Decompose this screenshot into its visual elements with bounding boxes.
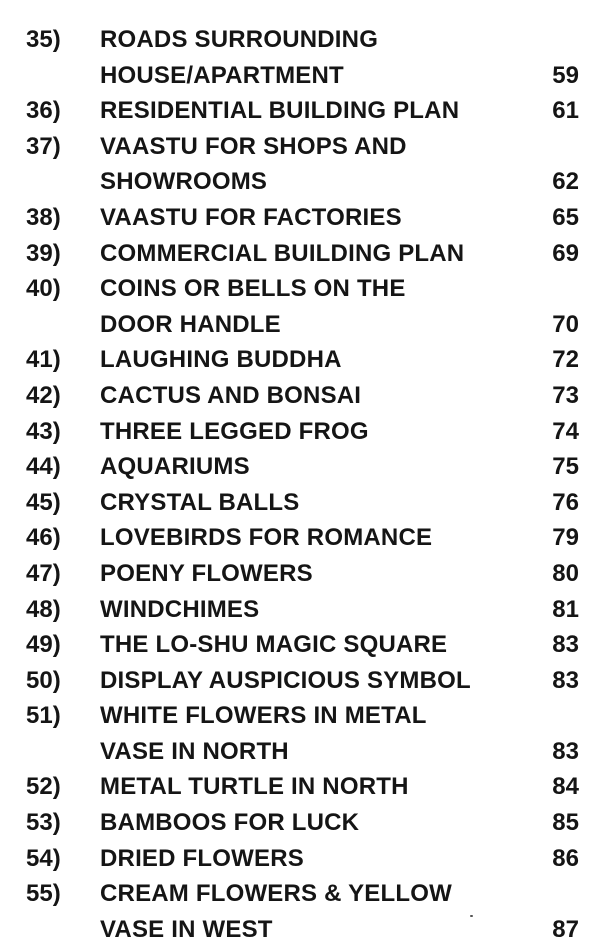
toc-entry-title: LOVEBIRDS FOR ROMANCE (100, 524, 433, 552)
toc-entry-title: ROADS SURROUNDING (100, 26, 379, 53)
toc-entry-title: DISPLAY AUSPICIOUS SYMBOL (100, 666, 471, 694)
toc-entry-title: HOUSE/APARTMENT (100, 61, 344, 89)
toc-entry-page-number: 72 (552, 346, 579, 374)
toc-entry-line (0, 663, 600, 699)
toc-entry-title: CRYSTAL BALLS (100, 488, 300, 516)
toc-entry (0, 627, 600, 663)
toc-entry (0, 485, 600, 521)
toc-entry-title: COINS OR BELLS ON THE (100, 275, 406, 303)
toc-entry-line (0, 841, 600, 877)
toc-entry (0, 556, 600, 592)
toc-entry (0, 342, 600, 378)
toc-entry-number: 43) (26, 417, 61, 445)
toc-entry-page-number: 87 (552, 915, 579, 943)
toc-entry-number: 47) (26, 559, 61, 587)
toc-entry-line (0, 22, 600, 58)
toc-entry-number: 52) (26, 773, 61, 801)
toc-entry-line (0, 93, 600, 129)
toc-entry-line (0, 129, 600, 165)
toc-entry-page-number: 70 (552, 310, 579, 338)
toc-entry-line (0, 769, 600, 805)
toc-entry-line (0, 449, 600, 485)
toc-entry-number: 38) (26, 203, 61, 231)
toc-entry-title: SHOWROOMS (100, 168, 268, 196)
toc-entry-line (0, 876, 600, 912)
scan-speck (470, 915, 473, 917)
toc-entry-page-number: 59 (552, 61, 579, 89)
toc-entry-line (0, 912, 600, 947)
toc-entry-number: 46) (26, 524, 61, 552)
toc-entry (0, 236, 600, 272)
toc-entry (0, 769, 600, 805)
table-of-contents (0, 22, 600, 947)
toc-entry-line (0, 556, 600, 592)
toc-entry-number: 54) (26, 844, 61, 872)
toc-entry-number: 39) (26, 239, 61, 267)
toc-entry-number: 44) (26, 453, 61, 481)
toc-entry-page-number: 65 (552, 203, 579, 231)
toc-entry (0, 414, 600, 450)
toc-entry (0, 271, 600, 342)
toc-entry-number: 40) (26, 275, 61, 303)
toc-entry-number: 36) (26, 97, 61, 125)
toc-entry-number: 49) (26, 631, 61, 659)
toc-entry-page-number: 84 (552, 773, 579, 801)
toc-entry-page-number: 81 (552, 595, 579, 623)
toc-entry (0, 449, 600, 485)
toc-entry-page-number: 74 (552, 417, 579, 445)
toc-entry-line (0, 271, 600, 307)
toc-entry-title: METAL TURTLE IN NORTH (100, 773, 409, 801)
toc-entry-page-number: 79 (552, 524, 579, 552)
toc-entry-title: WINDCHIMES (100, 595, 260, 623)
toc-entry-number: 42) (26, 381, 61, 409)
toc-entry-title: POENY FLOWERS (100, 559, 313, 587)
toc-entry (0, 698, 600, 769)
toc-entry (0, 378, 600, 414)
toc-entry-line (0, 164, 600, 200)
toc-entry-page-number: 73 (552, 381, 579, 409)
toc-entry-title: THREE LEGGED FROG (100, 417, 369, 445)
toc-entry-line (0, 378, 600, 414)
toc-entry-number: 48) (26, 595, 61, 623)
toc-entry-title: BAMBOOS FOR LUCK (100, 809, 360, 837)
toc-entry-page-number: 75 (552, 453, 579, 481)
toc-entry-page-number: 83 (552, 666, 579, 694)
toc-entry-line (0, 805, 600, 841)
toc-entry (0, 93, 600, 129)
toc-entry-page-number: 83 (552, 631, 579, 659)
toc-entry (0, 129, 600, 200)
toc-entry-number: 45) (26, 488, 61, 516)
toc-entry-number: 55) (26, 880, 61, 908)
toc-entry-title: CACTUS AND BONSAI (100, 381, 362, 409)
toc-entry-title: CREAM FLOWERS & YELLOW (100, 880, 452, 908)
toc-entry-line (0, 58, 600, 94)
toc-entry-title: WHITE FLOWERS IN METAL (100, 702, 427, 730)
toc-entry-page-number: 76 (552, 488, 579, 516)
toc-entry-title: VAASTU FOR SHOPS AND (100, 132, 407, 160)
toc-entry-number: 41) (26, 346, 61, 374)
toc-entry-line (0, 520, 600, 556)
toc-entry-line (0, 307, 600, 343)
toc-entry-title: VAASTU FOR FACTORIES (100, 203, 402, 231)
toc-entry-number: 37) (26, 132, 61, 160)
toc-entry-line (0, 592, 600, 628)
toc-entry (0, 876, 600, 947)
toc-entry-title: VASE IN WEST (100, 915, 273, 943)
toc-entry-page-number: 80 (552, 559, 579, 587)
toc-entry-title: DOOR HANDLE (100, 310, 281, 338)
toc-entry-page-number: 85 (552, 809, 579, 837)
toc-entry-title: RESIDENTIAL BUILDING PLAN (100, 97, 460, 125)
toc-entry-title: COMMERCIAL BUILDING PLAN (100, 239, 465, 267)
toc-entry-number: 35) (26, 26, 61, 53)
toc-entry (0, 592, 600, 628)
toc-entry (0, 520, 600, 556)
toc-entry (0, 663, 600, 699)
toc-entry (0, 200, 600, 236)
toc-entry (0, 22, 600, 93)
toc-entry-number: 53) (26, 809, 61, 837)
toc-entry (0, 841, 600, 877)
toc-entry-number: 51) (26, 702, 61, 730)
toc-entry (0, 805, 600, 841)
toc-entry-title: LAUGHING BUDDHA (100, 346, 342, 374)
toc-entry-line (0, 627, 600, 663)
toc-entry-line (0, 200, 600, 236)
toc-entry-page-number: 86 (552, 844, 579, 872)
toc-entry-line (0, 698, 600, 734)
toc-entry-page-number: 61 (552, 97, 579, 125)
toc-entry-title: AQUARIUMS (100, 453, 250, 481)
toc-entry-title: DRIED FLOWERS (100, 844, 304, 872)
toc-entry-line (0, 485, 600, 521)
toc-entry-page-number: 69 (552, 239, 579, 267)
toc-entry-page-number: 62 (552, 168, 579, 196)
toc-entry-line (0, 342, 600, 378)
toc-entry-line (0, 414, 600, 450)
toc-entry-line (0, 734, 600, 770)
toc-entry-number: 50) (26, 666, 61, 694)
toc-entry-page-number: 83 (552, 737, 579, 765)
toc-entry-title: THE LO-SHU MAGIC SQUARE (100, 631, 448, 659)
toc-entry-title: VASE IN NORTH (100, 737, 289, 765)
toc-entry-line (0, 236, 600, 272)
